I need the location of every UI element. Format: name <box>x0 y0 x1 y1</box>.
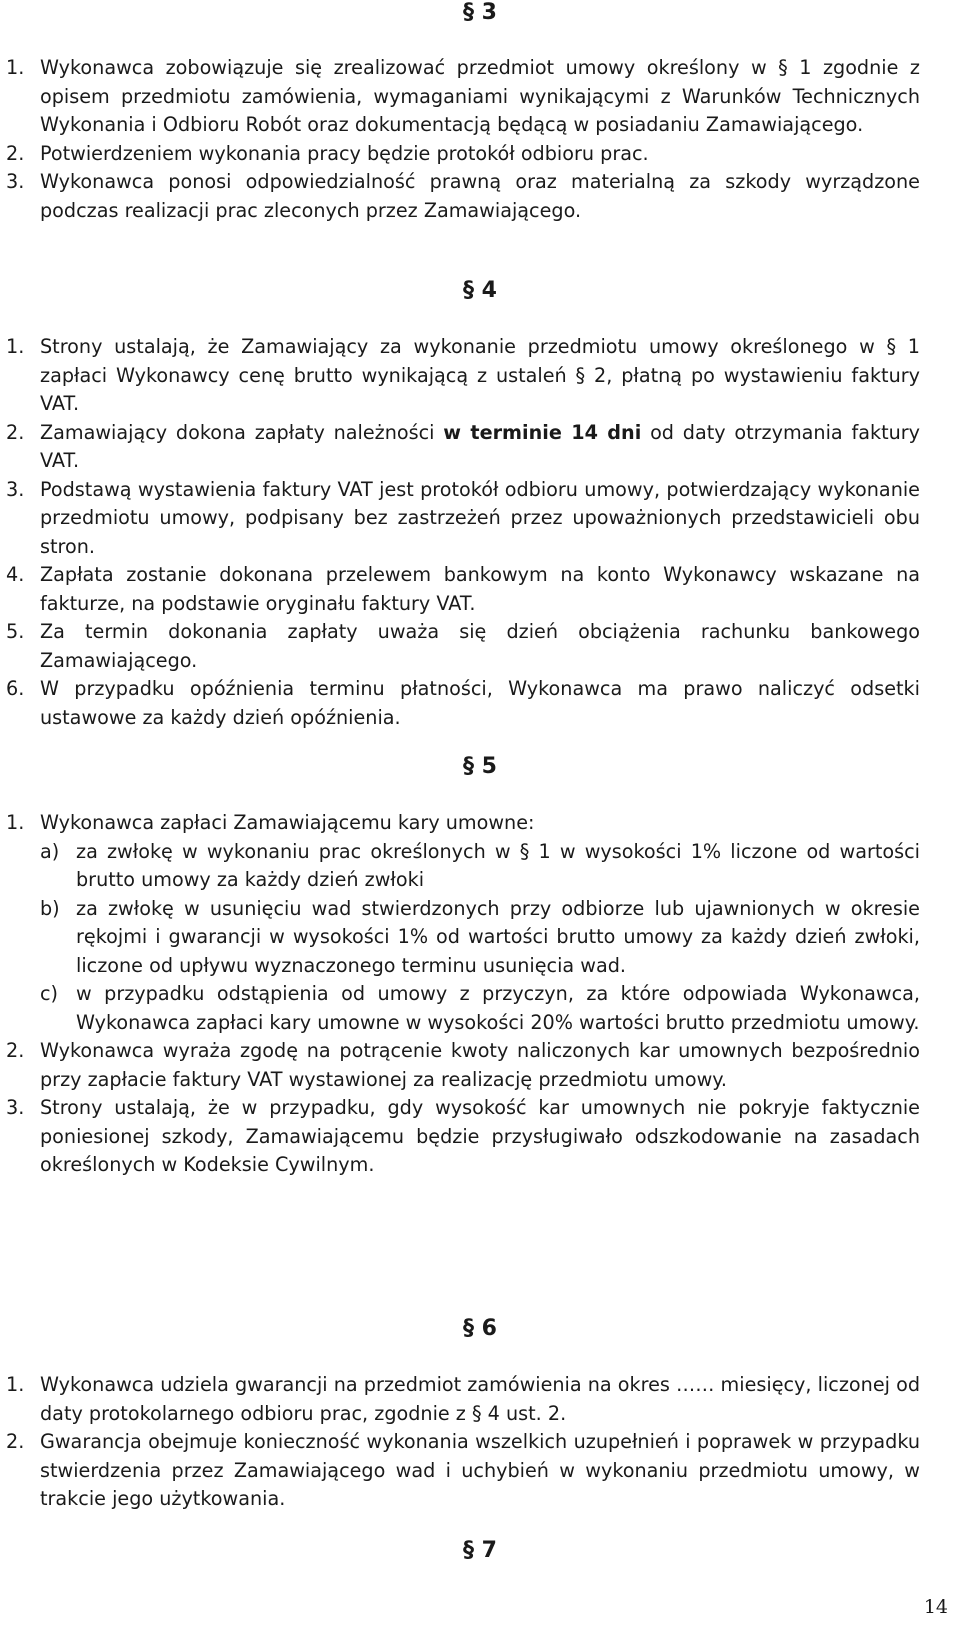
item-number: 5. <box>6 620 25 643</box>
item-number: 1. <box>6 56 25 79</box>
item-text: Wykonawca zobowiązuje się zrealizować przedmiot umowy określony w § 1 zgodnie z opisem przedmiotu zamówienia, wymaganiami wynikającymi z Warunków Technicznych Wykonania i Odbioru Robót oraz dokumentacją będącą w posiadaniu Zamawiającego. <box>40 56 920 136</box>
item-number: 3. <box>6 170 25 193</box>
section-5 <box>0 809 960 1180</box>
item-text <box>40 419 920 476</box>
list-item <box>0 561 960 618</box>
item-letter: a) <box>40 839 60 863</box>
item-number: 6. <box>6 677 25 700</box>
section-3 <box>0 54 960 225</box>
list-item <box>0 675 960 732</box>
section-heading: § 5 <box>463 754 497 779</box>
list-item <box>0 140 960 169</box>
item-text: Zapłata zostanie dokonana przelewem bankowym na konto Wykonawcy wskazane na fakturze, na podstawie oryginału faktury VAT. <box>40 563 920 615</box>
list-item <box>0 618 960 675</box>
item-number: 2. <box>6 141 25 165</box>
item-number: 2. <box>6 420 25 444</box>
sub-list-item <box>0 838 960 895</box>
item-text: Wykonawca udziela gwarancji na przedmiot zamówienia na okres …… miesięcy, liczonej od daty protokolarnego odbioru prac, zgodnie z § 4 ust. 2. <box>40 1373 920 1425</box>
list-item <box>0 1094 960 1180</box>
list-item <box>0 168 960 225</box>
section-heading: § 7 <box>463 1538 497 1563</box>
page-number: 14 <box>923 1596 948 1618</box>
list-item <box>0 476 960 562</box>
item-text: Strony ustalają, że w przypadku, gdy wysokość kar umownych nie pokryje faktycznie poniesionej szkody, Zamawiającemu będzie przysługiwało odszkodowanie na zasadach określonych w Kodeksie Cywilnym. <box>40 1096 920 1176</box>
item-number: 3. <box>6 1096 25 1119</box>
item-text: w przypadku odstąpienia od umowy z przyczyn, za które odpowiada Wykonawca, Wykonawca zapłaci kary umowne w wysokości 20% wartości brutto przedmiotu umowy. <box>76 982 920 1034</box>
item-number: 1. <box>6 811 25 834</box>
item-number: 2. <box>6 1039 25 1062</box>
item-text-part: od daty otrzymania faktury VAT. <box>40 420 920 472</box>
list-item <box>0 1037 960 1094</box>
section-heading: § 4 <box>463 278 497 303</box>
sub-list-item <box>0 980 960 1037</box>
payment-term-emphasis: w terminie 14 dni <box>443 420 642 444</box>
section-heading: § 3 <box>463 0 497 25</box>
item-text: Wykonawca zapłaci Zamawiającemu kary umowne: <box>40 811 535 834</box>
item-text-part: Zamawiający dokona zapłaty należności <box>40 420 444 444</box>
item-number: 2. <box>6 1430 25 1453</box>
section-4 <box>0 333 960 732</box>
list-item <box>0 54 960 140</box>
section-heading: § 6 <box>463 1316 497 1341</box>
item-number: 1. <box>6 1373 25 1396</box>
sub-list-item <box>0 895 960 981</box>
item-letter: c) <box>40 982 59 1005</box>
section-6 <box>0 1371 960 1514</box>
item-text: Za termin dokonania zapłaty uważa się dzień obciążenia rachunku bankowego Zamawiającego. <box>40 620 920 672</box>
item-text: Wykonawca ponosi odpowiedzialność prawną oraz materialną za szkody wyrządzone podczas realizacji prac zleconych przez Zamawiającego. <box>40 170 920 222</box>
item-text: za zwłokę w wykonaniu prac określonych w § 1 w wysokości 1% liczone od wartości brutto umowy za każdy dzień zwłoki <box>76 839 920 891</box>
item-text: Strony ustalają, że Zamawiający za wykonanie przedmiotu umowy określonego w § 1 zapłaci Wykonawcy cenę brutto wynikającą z ustaleń § 2, płatną po wystawieniu faktury VAT. <box>40 335 920 415</box>
list-item <box>0 419 960 476</box>
list-item <box>0 1428 960 1514</box>
list-item <box>0 333 960 419</box>
item-text: Gwarancja obejmuje konieczność wykonania wszelkich uzupełnień i poprawek w przypadku stwierdzenia przez Zamawiającego wad i uchybień w wykonaniu przedmiotu umowy, w trakcie jego użytkowania. <box>40 1430 920 1510</box>
list-item <box>0 1371 960 1428</box>
list-item <box>0 809 960 838</box>
item-text: Podstawą wystawienia faktury VAT jest protokół odbioru umowy, potwierdzający wykonanie przedmiotu umowy, podpisany bez zastrzeżeń przez upoważnionych przedstawicieli obu stron. <box>40 477 920 558</box>
item-number: 4. <box>6 563 25 586</box>
item-number: 3. <box>6 477 25 501</box>
item-text: za zwłokę w usunięciu wad stwierdzonych przy odbiorze lub ujawnionych w okresie rękojmi i gwarancji w wysokości 1% od wartości brutto umowy za każdy dzień zwłoki, liczone od upływu wyznaczonego terminu usunięcia wad. <box>76 896 920 977</box>
item-text: Potwierdzeniem wykonania pracy będzie protokół odbioru prac. <box>40 141 649 165</box>
item-text: Wykonawca wyraża zgodę na potrącenie kwoty naliczonych kar umownych bezpośrednio przy zapłacie faktury VAT wystawionej za realizację przedmiotu umowy. <box>40 1039 920 1091</box>
item-number: 1. <box>6 335 25 358</box>
item-letter: b) <box>40 896 60 920</box>
item-text: W przypadku opóźnienia terminu płatności, Wykonawca ma prawo naliczyć odsetki ustawowe za każdy dzień opóźnienia. <box>40 677 920 729</box>
